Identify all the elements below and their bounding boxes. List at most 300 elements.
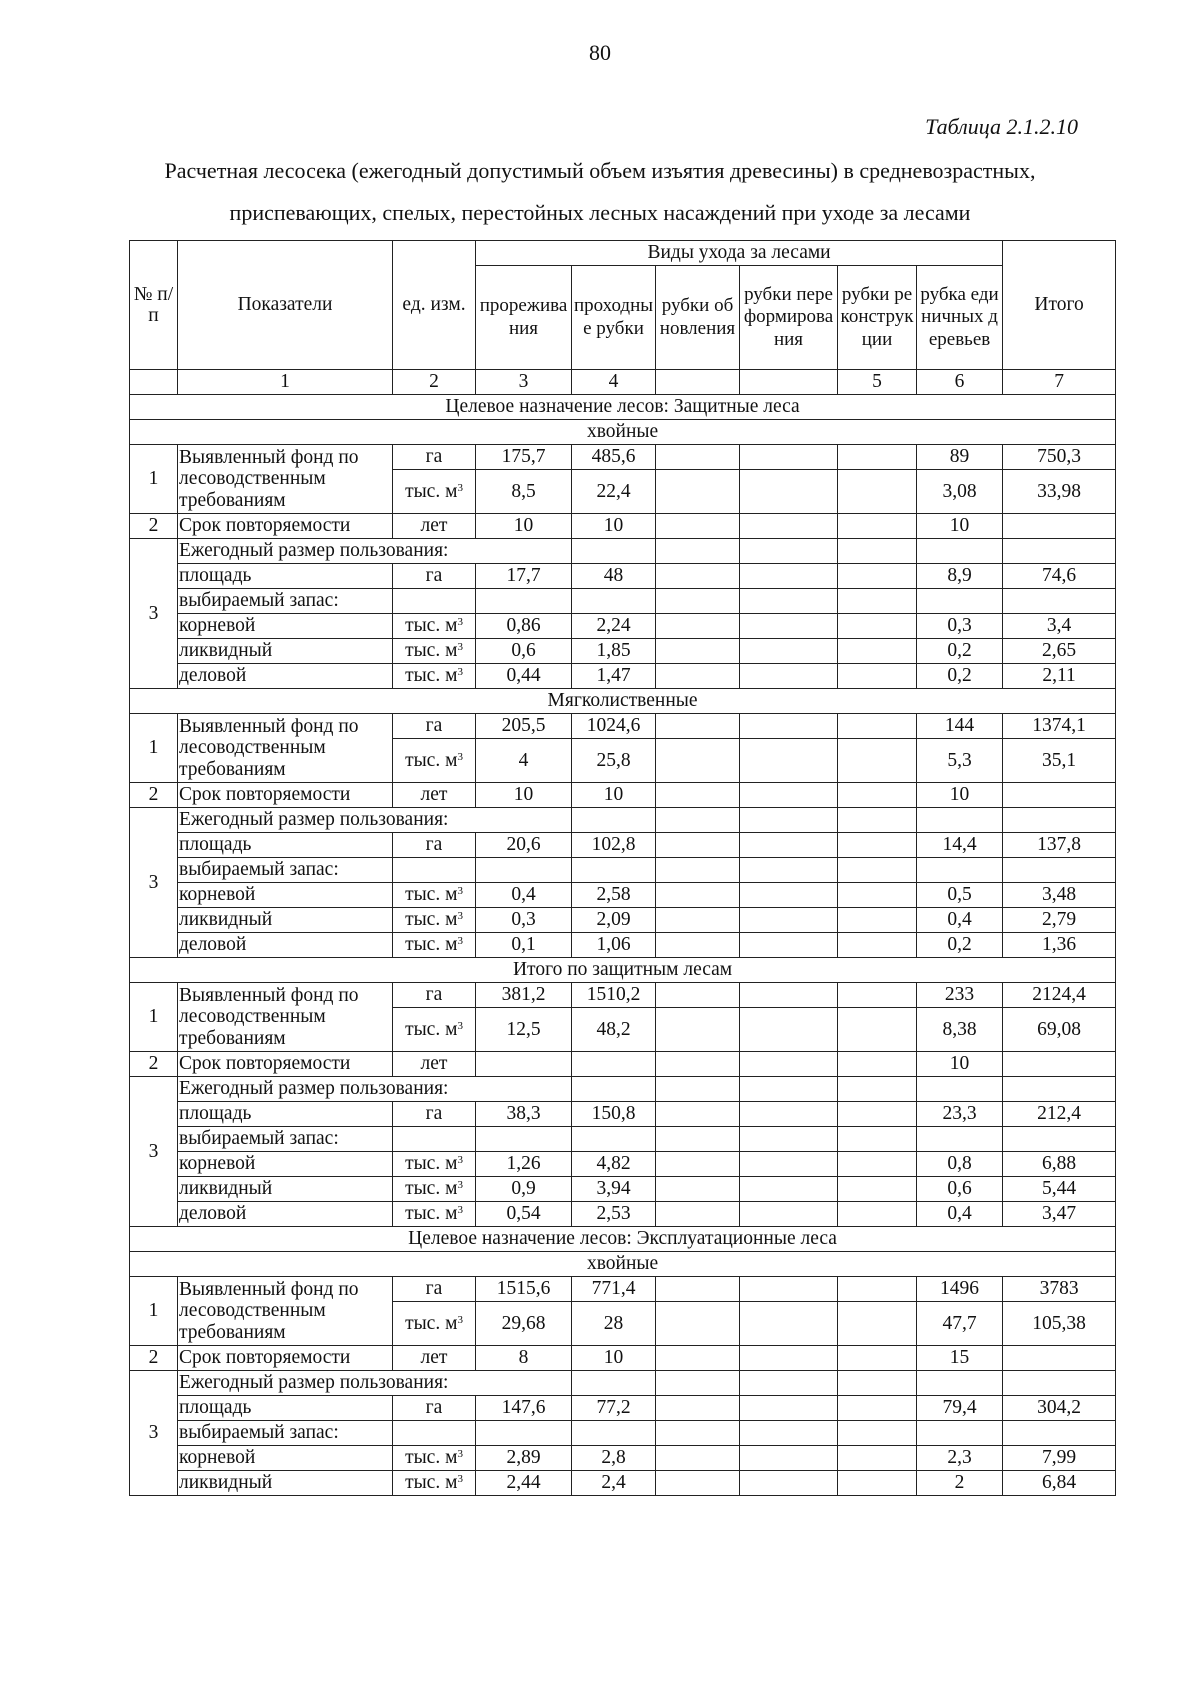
unit-exponent: 3 — [457, 885, 463, 898]
empty-cell — [740, 539, 838, 564]
value-cell — [656, 714, 740, 739]
area-label: площадь — [178, 1396, 393, 1421]
header-passage-cut: проходные рубки — [572, 266, 656, 370]
section-heading: хвойные — [130, 420, 1116, 445]
empty-cell — [740, 1371, 838, 1396]
unit-cell: га — [393, 833, 476, 858]
row-number: 3 — [130, 808, 178, 958]
page-number: 80 — [589, 40, 611, 65]
value-cell: 0,5 — [917, 883, 1003, 908]
value-cell: 1024,6 — [572, 714, 656, 739]
value-cell — [1003, 514, 1116, 539]
unit-cell — [393, 1177, 476, 1202]
value-cell: 2,58 — [572, 883, 656, 908]
value-cell: 0,1 — [476, 933, 572, 958]
value-cell: 74,6 — [1003, 564, 1116, 589]
column-number-cell: 2 — [393, 370, 476, 395]
empty-cell — [740, 589, 838, 614]
unit-cell: га — [393, 1396, 476, 1421]
column-number-cell — [740, 370, 838, 395]
value-cell: 137,8 — [1003, 833, 1116, 858]
value-cell — [1003, 1346, 1116, 1371]
empty-cell — [476, 858, 572, 883]
annual-row — [130, 1371, 1116, 1396]
value-cell: 2,89 — [476, 1446, 572, 1471]
unit-text: тыс. м — [405, 934, 458, 956]
section-row — [130, 958, 1116, 983]
value-cell: 7,99 — [1003, 1446, 1116, 1471]
value-cell — [740, 739, 838, 783]
value-cell: 0,8 — [917, 1152, 1003, 1177]
value-cell: 0,3 — [917, 614, 1003, 639]
root-row — [130, 614, 1116, 639]
unit-text: тыс. м — [405, 1447, 458, 1469]
stock-label: выбираемый запас: — [178, 858, 393, 883]
unit-cell — [393, 1302, 476, 1346]
value-cell: 3,08 — [917, 470, 1003, 514]
value-cell — [656, 1471, 740, 1496]
value-cell: 47,7 — [917, 1302, 1003, 1346]
header-row-1 — [130, 241, 1116, 266]
value-cell: 0,86 — [476, 614, 572, 639]
empty-cell — [393, 858, 476, 883]
value-cell — [838, 933, 917, 958]
value-cell: 212,4 — [1003, 1102, 1116, 1127]
empty-cell — [838, 1127, 917, 1152]
row-number: 2 — [130, 783, 178, 808]
area-row — [130, 1396, 1116, 1421]
header-renewal-cut: рубки обновления — [656, 266, 740, 370]
annual-label: Ежегодный размер пользования: — [178, 539, 572, 564]
unit-exponent: 3 — [457, 616, 463, 629]
root-label: корневой — [178, 614, 393, 639]
value-cell: 29,68 — [476, 1302, 572, 1346]
empty-cell — [572, 1371, 656, 1396]
value-cell: 144 — [917, 714, 1003, 739]
empty-cell — [393, 1421, 476, 1446]
empty-cell — [917, 589, 1003, 614]
empty-cell — [656, 1127, 740, 1152]
value-cell — [838, 783, 917, 808]
value-cell — [740, 664, 838, 689]
unit-cell: га — [393, 564, 476, 589]
empty-cell — [476, 589, 572, 614]
value-cell: 10 — [476, 783, 572, 808]
liquid-row — [130, 1177, 1116, 1202]
value-cell: 2,4 — [572, 1471, 656, 1496]
value-cell — [1003, 783, 1116, 808]
value-cell: 205,5 — [476, 714, 572, 739]
empty-cell — [838, 589, 917, 614]
period-row — [130, 1052, 1116, 1077]
value-cell: 5,3 — [917, 739, 1003, 783]
unit-exponent: 3 — [457, 666, 463, 679]
fund-label — [178, 714, 393, 783]
value-cell: 14,4 — [917, 833, 1003, 858]
stock-label: выбираемый запас: — [178, 1127, 393, 1152]
column-number-cell: 7 — [1003, 370, 1116, 395]
value-cell — [656, 614, 740, 639]
fund-label-line: требованиям — [179, 489, 286, 511]
allowable-cut-table — [129, 240, 1116, 1496]
value-cell — [656, 983, 740, 1008]
empty-cell — [917, 1077, 1003, 1102]
value-cell: 3,4 — [1003, 614, 1116, 639]
header-reformation-cut: рубки переформирования — [740, 266, 838, 370]
empty-cell — [656, 1421, 740, 1446]
value-cell — [740, 1396, 838, 1421]
value-cell: 1,47 — [572, 664, 656, 689]
header-thinning: прореживания — [476, 266, 572, 370]
empty-cell — [572, 1421, 656, 1446]
value-cell: 33,98 — [1003, 470, 1116, 514]
value-cell: 69,08 — [1003, 1008, 1116, 1052]
unit-cell: га — [393, 714, 476, 739]
stock-label: выбираемый запас: — [178, 1421, 393, 1446]
value-cell: 10 — [917, 514, 1003, 539]
unit-text: тыс. м — [405, 480, 458, 502]
value-cell: 10 — [476, 514, 572, 539]
value-cell: 2,65 — [1003, 639, 1116, 664]
value-cell: 0,2 — [917, 933, 1003, 958]
fund-row — [130, 1277, 1116, 1302]
unit-cell — [393, 470, 476, 514]
value-cell — [656, 1008, 740, 1052]
value-cell — [838, 445, 917, 470]
unit-text: тыс. м — [405, 1153, 458, 1175]
root-row — [130, 883, 1116, 908]
value-cell — [740, 1177, 838, 1202]
header-indicators: Показатели — [178, 241, 393, 370]
value-cell: 485,6 — [572, 445, 656, 470]
unit-exponent: 3 — [457, 750, 463, 763]
value-cell: 150,8 — [572, 1102, 656, 1127]
empty-cell — [838, 1371, 917, 1396]
unit-cell — [393, 614, 476, 639]
header-single-tree-cut: рубка единичных деревьев — [917, 266, 1003, 370]
value-cell: 2,44 — [476, 1471, 572, 1496]
value-cell — [656, 833, 740, 858]
row-number: 1 — [130, 983, 178, 1052]
value-cell — [838, 1302, 917, 1346]
empty-cell — [1003, 1077, 1116, 1102]
value-cell — [656, 470, 740, 514]
unit-cell — [393, 1008, 476, 1052]
unit-exponent: 3 — [457, 1204, 463, 1217]
unit-cell: лет — [393, 1052, 476, 1077]
value-cell — [838, 1446, 917, 1471]
unit-exponent: 3 — [457, 1473, 463, 1486]
unit-cell — [393, 739, 476, 783]
value-cell: 20,6 — [476, 833, 572, 858]
value-cell: 304,2 — [1003, 1396, 1116, 1421]
value-cell — [740, 714, 838, 739]
header-unit: ед. изм. — [393, 241, 476, 370]
value-cell — [838, 1008, 917, 1052]
value-cell: 2 — [917, 1471, 1003, 1496]
value-cell: 175,7 — [476, 445, 572, 470]
value-cell — [740, 1277, 838, 1302]
value-cell — [838, 1052, 917, 1077]
unit-text: тыс. м — [405, 884, 458, 906]
period-label: Срок повторяемости — [178, 783, 393, 808]
value-cell: 8,5 — [476, 470, 572, 514]
fund-row — [130, 714, 1116, 739]
period-row — [130, 514, 1116, 539]
empty-cell — [740, 1127, 838, 1152]
value-cell: 0,4 — [917, 1202, 1003, 1227]
business-label: деловой — [178, 933, 393, 958]
unit-cell — [393, 664, 476, 689]
period-row — [130, 1346, 1116, 1371]
value-cell — [740, 783, 838, 808]
unit-text: тыс. м — [405, 1018, 458, 1040]
column-number-row — [130, 370, 1116, 395]
column-number-cell: 5 — [838, 370, 917, 395]
unit-cell: га — [393, 983, 476, 1008]
value-cell — [656, 564, 740, 589]
section-row — [130, 420, 1116, 445]
value-cell — [740, 470, 838, 514]
value-cell: 8,38 — [917, 1008, 1003, 1052]
section-row — [130, 395, 1116, 420]
empty-cell — [740, 808, 838, 833]
fund-label — [178, 1277, 393, 1346]
value-cell — [656, 1202, 740, 1227]
value-cell — [838, 614, 917, 639]
unit-exponent: 3 — [457, 1154, 463, 1167]
value-cell: 1,26 — [476, 1152, 572, 1177]
value-cell: 102,8 — [572, 833, 656, 858]
empty-cell — [572, 589, 656, 614]
value-cell: 1,06 — [572, 933, 656, 958]
value-cell — [838, 714, 917, 739]
annual-row — [130, 808, 1116, 833]
empty-cell — [838, 1077, 917, 1102]
value-cell: 3,47 — [1003, 1202, 1116, 1227]
value-cell — [656, 933, 740, 958]
annual-label: Ежегодный размер пользования: — [178, 1077, 572, 1102]
liquid-row — [130, 1471, 1116, 1496]
unit-exponent: 3 — [457, 1179, 463, 1192]
value-cell — [572, 1052, 656, 1077]
value-cell — [1003, 1052, 1116, 1077]
value-cell: 0,44 — [476, 664, 572, 689]
liquid-row — [130, 639, 1116, 664]
fund-label — [178, 983, 393, 1052]
empty-cell — [393, 589, 476, 614]
value-cell — [740, 933, 838, 958]
unit-cell: га — [393, 1277, 476, 1302]
value-cell — [656, 639, 740, 664]
value-cell — [838, 1346, 917, 1371]
value-cell: 2,79 — [1003, 908, 1116, 933]
row-number: 2 — [130, 514, 178, 539]
value-cell — [838, 983, 917, 1008]
unit-text: тыс. м — [405, 749, 458, 771]
stock-row — [130, 1421, 1116, 1446]
column-number-cell: 1 — [178, 370, 393, 395]
value-cell: 147,6 — [476, 1396, 572, 1421]
value-cell — [740, 1152, 838, 1177]
value-cell — [656, 1102, 740, 1127]
annual-row — [130, 1077, 1116, 1102]
value-cell: 48 — [572, 564, 656, 589]
value-cell — [656, 1277, 740, 1302]
value-cell — [656, 1302, 740, 1346]
section-heading: Целевое назначение лесов: Защитные леса — [130, 395, 1116, 420]
empty-cell — [393, 1127, 476, 1152]
unit-cell — [393, 883, 476, 908]
value-cell: 750,3 — [1003, 445, 1116, 470]
unit-text: тыс. м — [405, 1178, 458, 1200]
value-cell: 10 — [572, 1346, 656, 1371]
value-cell: 8,9 — [917, 564, 1003, 589]
unit-cell: лет — [393, 783, 476, 808]
empty-cell — [838, 539, 917, 564]
value-cell — [838, 470, 917, 514]
fund-row — [130, 983, 1116, 1008]
value-cell: 3783 — [1003, 1277, 1116, 1302]
value-cell: 48,2 — [572, 1008, 656, 1052]
business-label: деловой — [178, 664, 393, 689]
fund-label-line: требованиям — [179, 758, 286, 780]
value-cell — [656, 664, 740, 689]
business-row — [130, 664, 1116, 689]
annual-row — [130, 539, 1116, 564]
empty-cell — [917, 539, 1003, 564]
value-cell — [476, 1052, 572, 1077]
empty-cell — [740, 858, 838, 883]
header-reconstruction-cut: рубки реконструкции — [838, 266, 917, 370]
fund-label-line: лесоводственным — [179, 468, 326, 490]
value-cell — [656, 883, 740, 908]
business-row — [130, 1202, 1116, 1227]
value-cell: 10 — [572, 783, 656, 808]
value-cell: 35,1 — [1003, 739, 1116, 783]
stock-row — [130, 1127, 1116, 1152]
value-cell — [740, 1052, 838, 1077]
empty-cell — [917, 858, 1003, 883]
value-cell: 1,85 — [572, 639, 656, 664]
value-cell: 6,88 — [1003, 1152, 1116, 1177]
value-cell: 8 — [476, 1346, 572, 1371]
value-cell: 10 — [917, 1052, 1003, 1077]
value-cell: 10 — [572, 514, 656, 539]
value-cell — [838, 1177, 917, 1202]
row-number: 1 — [130, 445, 178, 514]
value-cell: 3,48 — [1003, 883, 1116, 908]
unit-exponent: 3 — [457, 641, 463, 654]
root-row — [130, 1446, 1116, 1471]
area-label: площадь — [178, 1102, 393, 1127]
fund-label-line: лесоводственным — [179, 737, 326, 759]
value-cell — [838, 1152, 917, 1177]
row-number: 2 — [130, 1052, 178, 1077]
row-number: 3 — [130, 539, 178, 689]
fund-label-line: Выявленный фонд по — [179, 984, 359, 1006]
empty-cell — [1003, 858, 1116, 883]
value-cell: 0,2 — [917, 639, 1003, 664]
unit-cell — [393, 908, 476, 933]
value-cell: 4,82 — [572, 1152, 656, 1177]
column-number-cell: 6 — [917, 370, 1003, 395]
empty-cell — [740, 1421, 838, 1446]
value-cell — [740, 1446, 838, 1471]
empty-cell — [656, 1077, 740, 1102]
row-number: 1 — [130, 1277, 178, 1346]
value-cell — [740, 514, 838, 539]
fund-label-line: требованиям — [179, 1027, 286, 1049]
value-cell: 5,44 — [1003, 1177, 1116, 1202]
empty-cell — [476, 1421, 572, 1446]
empty-cell — [1003, 589, 1116, 614]
empty-cell — [917, 1371, 1003, 1396]
unit-cell — [393, 1446, 476, 1471]
value-cell — [838, 1471, 917, 1496]
unit-text: тыс. м — [405, 1203, 458, 1225]
value-cell — [740, 983, 838, 1008]
unit-cell: га — [393, 445, 476, 470]
fund-label-line: лесоводственным — [179, 1006, 326, 1028]
period-label: Срок повторяемости — [178, 514, 393, 539]
value-cell — [740, 833, 838, 858]
section-heading: Целевое назначение лесов: Эксплуатационные леса — [130, 1227, 1116, 1252]
empty-cell — [917, 1127, 1003, 1152]
value-cell — [838, 564, 917, 589]
value-cell: 1496 — [917, 1277, 1003, 1302]
value-cell: 12,5 — [476, 1008, 572, 1052]
value-cell — [838, 639, 917, 664]
liquid-label: ликвидный — [178, 908, 393, 933]
value-cell — [740, 1302, 838, 1346]
empty-cell — [1003, 539, 1116, 564]
unit-cell — [393, 1202, 476, 1227]
empty-cell — [656, 539, 740, 564]
value-cell — [656, 1177, 740, 1202]
section-row — [130, 1252, 1116, 1277]
value-cell — [740, 639, 838, 664]
value-cell — [838, 1102, 917, 1127]
value-cell — [740, 1202, 838, 1227]
fund-label-line: Выявленный фонд по — [179, 1278, 359, 1300]
unit-exponent: 3 — [457, 1313, 463, 1326]
value-cell: 0,3 — [476, 908, 572, 933]
root-label: корневой — [178, 1446, 393, 1471]
section-row — [130, 689, 1116, 714]
empty-cell — [838, 1421, 917, 1446]
header-total: Итого — [1003, 241, 1116, 370]
value-cell: 10 — [917, 783, 1003, 808]
empty-cell — [572, 808, 656, 833]
period-label: Срок повторяемости — [178, 1052, 393, 1077]
area-label: площадь — [178, 564, 393, 589]
value-cell — [740, 445, 838, 470]
period-label: Срок повторяемости — [178, 1346, 393, 1371]
unit-cell — [393, 639, 476, 664]
value-cell — [656, 1052, 740, 1077]
value-cell: 2,53 — [572, 1202, 656, 1227]
empty-cell — [656, 858, 740, 883]
value-cell: 28 — [572, 1302, 656, 1346]
empty-cell — [1003, 808, 1116, 833]
value-cell: 2124,4 — [1003, 983, 1116, 1008]
value-cell — [740, 564, 838, 589]
stock-row — [130, 858, 1116, 883]
column-number-cell — [130, 370, 178, 395]
value-cell: 38,3 — [476, 1102, 572, 1127]
value-cell: 381,2 — [476, 983, 572, 1008]
